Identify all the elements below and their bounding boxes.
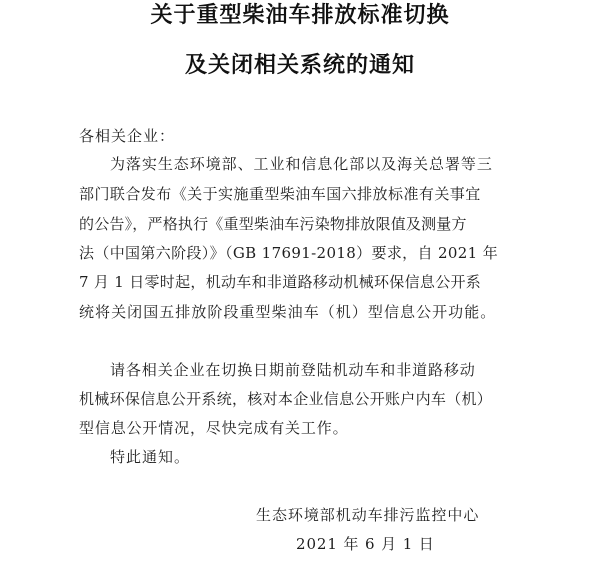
paragraph-2-line-1: 请各相关企业在切换日期前登陆机动车和非道路移动 xyxy=(110,361,476,379)
paragraph-1-line-3: 的公告》，严格执行《重型柴油车污染物排放限值及测量方 xyxy=(79,215,467,233)
paragraph-1-line-6: 统将关闭国五排放阶段重型柴油车（机）型信息公开功能。 xyxy=(79,303,497,321)
paragraph-1-line-4: 法（中国第六阶段）》（GB 17691-2018）要求，自 2021 年 xyxy=(79,244,499,262)
issue-date: 2021 年 6 月 1 日 xyxy=(296,535,435,553)
paragraph-2-line-2: 机械环保信息公开系统，核对本企业信息公开账户内车（机） xyxy=(79,390,493,408)
paragraph-1-line-1: 为落实生态环境部、工业和信息化部以及海关总署等三 xyxy=(110,155,493,173)
paragraph-2-line-3: 型信息公开情况，尽快完成有关工作。 xyxy=(79,419,349,437)
greeting: 各相关企业： xyxy=(79,127,176,145)
paragraph-1-line-2: 部门联合发布《关于实施重型柴油车国六排放标准有关事宜 xyxy=(79,185,481,203)
paragraph-1-line-5: 7 月 1 日零时起，机动车和非道路移动机械环保信息公开系 xyxy=(79,273,482,291)
sender-signature: 生态环境部机动车排污监控中心 xyxy=(256,506,480,524)
notice-title-line-2: 及关闭相关系统的通知 xyxy=(184,53,415,78)
notice-title-line-1: 关于重型柴油车排放标准切换 xyxy=(150,3,450,28)
closing-line: 特此通知。 xyxy=(110,448,191,466)
